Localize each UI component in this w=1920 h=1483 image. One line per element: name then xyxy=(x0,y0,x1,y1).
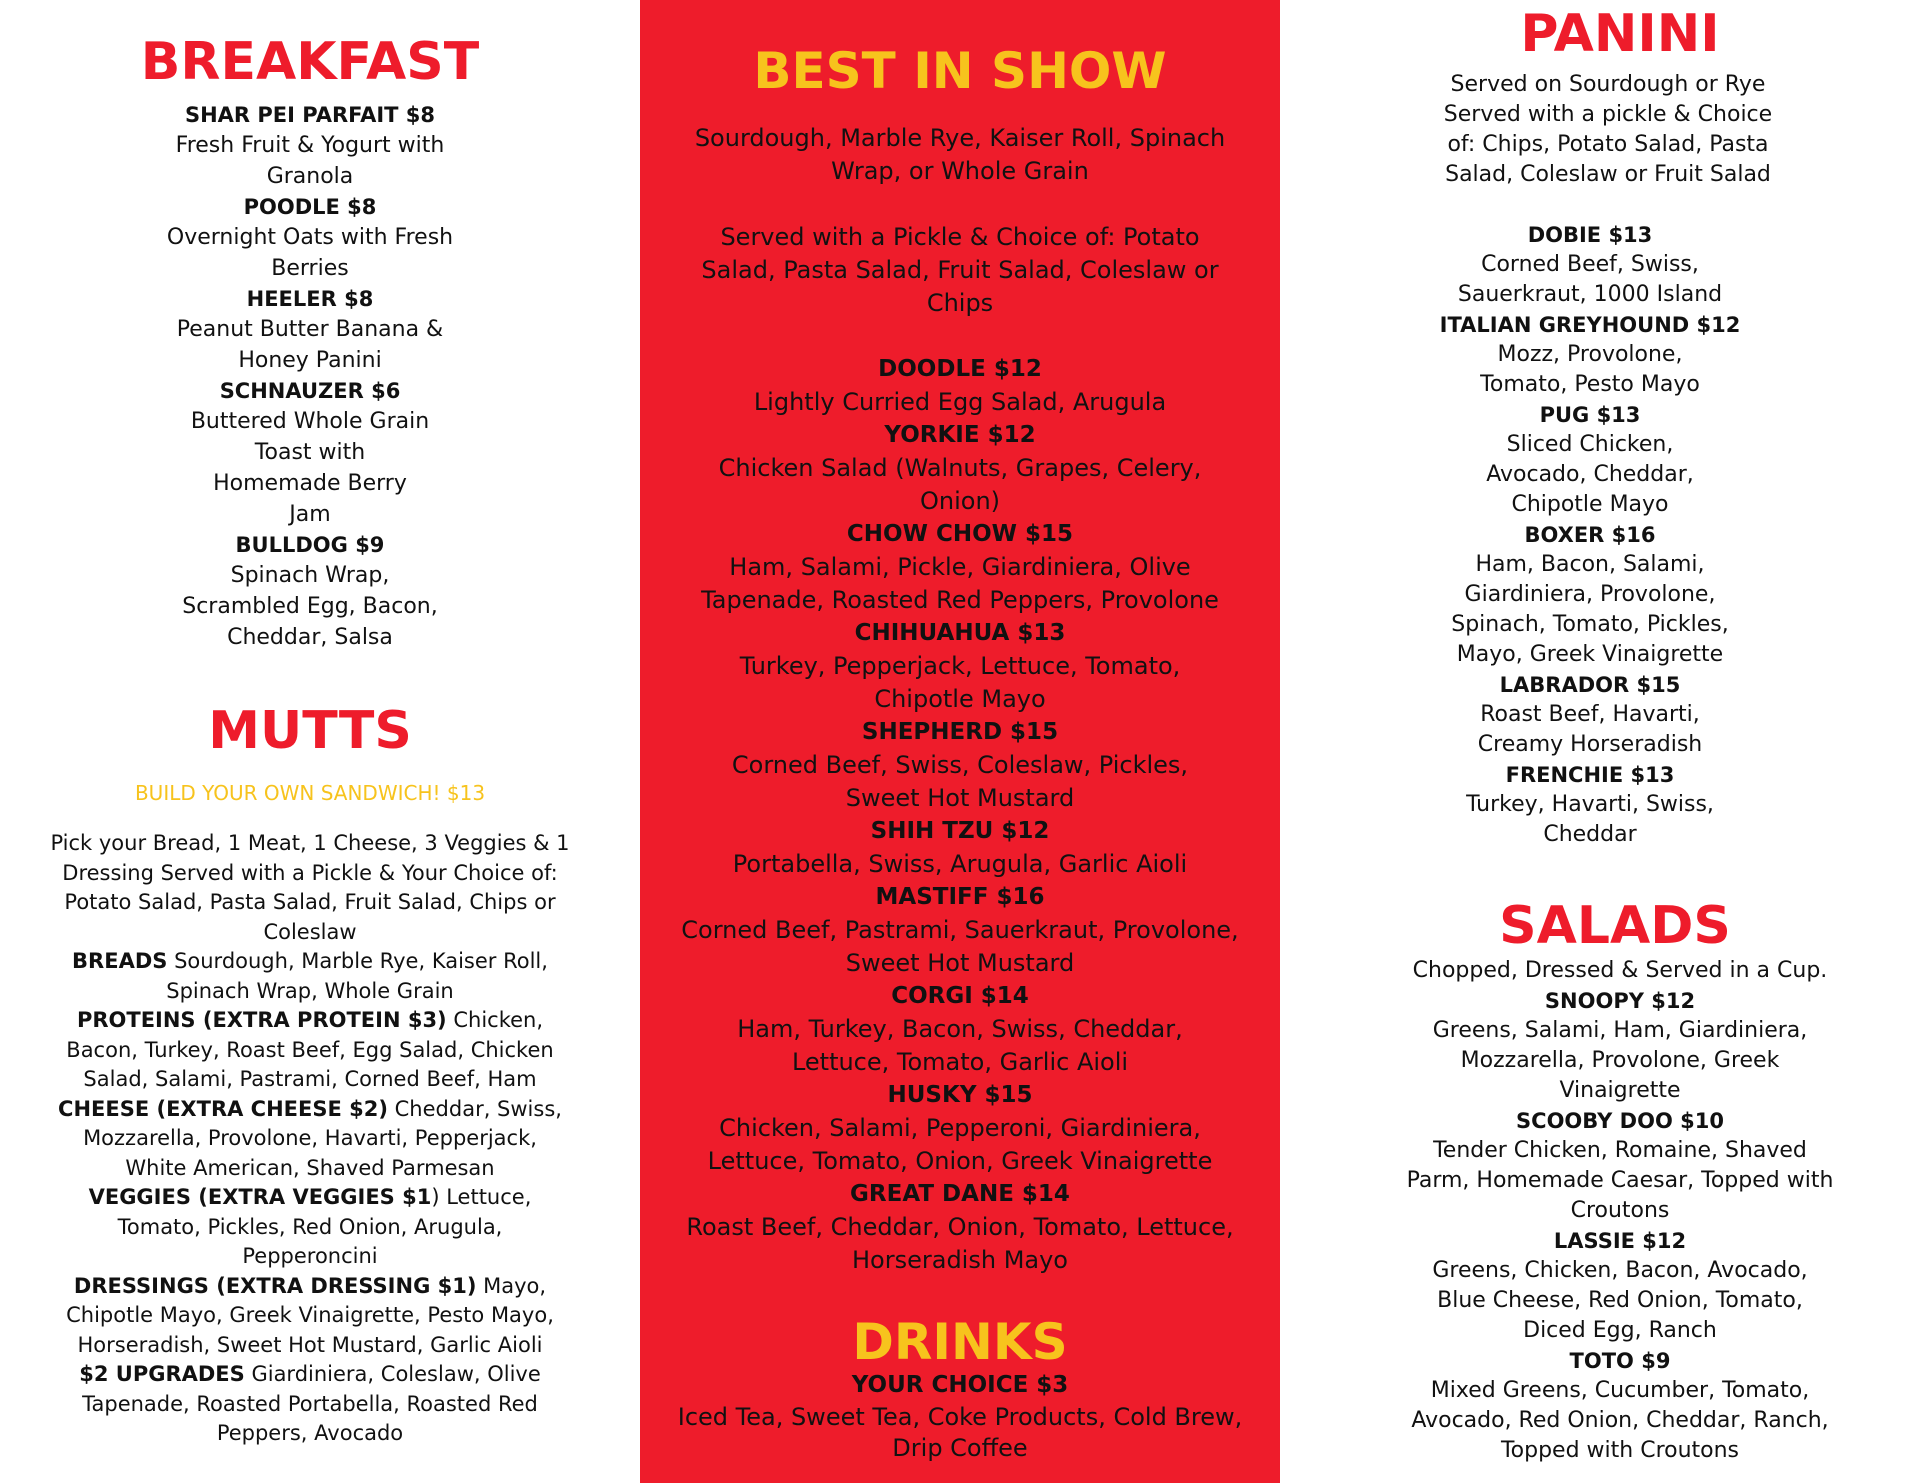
item-description: Spinach Wrap, Scrambled Egg, Bacon, Cheddar, Salsa xyxy=(182,563,438,650)
sandwich-item xyxy=(680,881,1240,980)
bread-options: Sourdough, Marble Rye, Kaiser Roll, Spinach Wrap, or Whole Grain xyxy=(694,124,1226,185)
salads-list xyxy=(1400,956,1840,1466)
item-description: Overnight Oats with Fresh Berries xyxy=(166,225,454,281)
salads-intro: Chopped, Dressed & Served in a Cup. xyxy=(1412,958,1828,983)
salad-item xyxy=(1400,1346,1840,1466)
breakfast-heading: BREAKFAST xyxy=(140,32,480,92)
item-name: ITALIAN GREYHOUND $12 xyxy=(1439,313,1741,337)
group-text: Giardiniera, Coleslaw, Olive Tapenade, Roasted Portabella, Roasted Red Peppers, Avocado xyxy=(82,1362,541,1445)
item-description: Ham, Bacon, Salami, Giardiniera, Provolone, Spinach, Tomato, Pickles, Mayo, Greek Vinaigrette xyxy=(1451,552,1729,667)
item-description: Greens, Chicken, Bacon, Avocado, Blue Cheese, Red Onion, Tomato, Diced Egg, Ranch xyxy=(1432,1258,1808,1343)
breakfast-item xyxy=(160,376,460,530)
item-name: SCOOBY DOO $10 xyxy=(1516,1109,1724,1133)
item-name: CHOW CHOW $15 xyxy=(846,521,1074,547)
item-name: YORKIE $12 xyxy=(884,422,1036,448)
mutts-group xyxy=(50,1183,570,1272)
item-name: BULLDOG $9 xyxy=(235,533,385,557)
item-name: HUSKY $15 xyxy=(887,1082,1033,1108)
sandwich-item xyxy=(680,815,1240,881)
group-label: PROTEINS (EXTRA PROTEIN $3) xyxy=(76,1008,447,1032)
item-description: Roast Beef, Havarti, Creamy Horseradish xyxy=(1477,702,1703,757)
item-name: LABRADOR $15 xyxy=(1499,673,1681,697)
item-name: SHAR PEI PARFAIT $8 xyxy=(184,103,436,127)
item-description: Turkey, Pepperjack, Lettuce, Tomato, Chipotle Mayo xyxy=(739,652,1181,713)
breakfast-item xyxy=(160,192,460,284)
drinks-price: YOUR CHOICE $3 xyxy=(851,1372,1069,1398)
item-description: Greens, Salami, Ham, Giardiniera, Mozzarella, Provolone, Greek Vinaigrette xyxy=(1432,1018,1808,1103)
panini-item xyxy=(1420,760,1760,850)
item-description: Fresh Fruit & Yogurt with Granola xyxy=(175,133,445,189)
item-description: Lightly Curried Egg Salad, Arugula xyxy=(753,388,1167,416)
item-name: DOBIE $13 xyxy=(1527,223,1653,247)
panini-item xyxy=(1420,310,1760,400)
breakfast-item xyxy=(160,284,460,376)
item-description: Corned Beef, Pastrami, Sauerkraut, Provolone, Sweet Hot Mustard xyxy=(681,916,1239,977)
drinks-heading: DRINKS xyxy=(852,1313,1068,1371)
item-name: CHIHUAHUA $13 xyxy=(854,620,1066,646)
salad-item xyxy=(1400,986,1840,1106)
group-label: VEGGIES (EXTRA VEGGIES $1 xyxy=(88,1185,432,1209)
mutts-heading: MUTTS xyxy=(208,701,412,761)
item-name: CORGI $14 xyxy=(891,983,1029,1009)
sandwich-item xyxy=(680,353,1240,419)
item-description: Roast Beef, Cheddar, Onion, Tomato, Lettuce, Horseradish Mayo xyxy=(686,1213,1234,1274)
item-name: SNOOPY $12 xyxy=(1544,989,1696,1013)
item-description: Chicken Salad (Walnuts, Grapes, Celery, Onion) xyxy=(718,454,1202,515)
item-name: LASSIE $12 xyxy=(1553,1229,1687,1253)
mutts-group xyxy=(50,1360,570,1449)
panini-item xyxy=(1420,670,1760,760)
item-name: SCHNAUZER $6 xyxy=(219,379,401,403)
item-description: Peanut Butter Banana & Honey Panini xyxy=(176,317,444,373)
item-name: TOTO $9 xyxy=(1569,1349,1671,1373)
breakfast-item xyxy=(160,100,460,192)
item-name: BOXER $16 xyxy=(1524,523,1656,547)
item-name: MASTIFF $16 xyxy=(875,884,1045,910)
item-name: HEELER $8 xyxy=(246,287,374,311)
item-description: Chicken, Salami, Pepperoni, Giardiniera, Lettuce, Tomato, Onion, Greek Vinaigrette xyxy=(707,1114,1213,1175)
mutts-group xyxy=(50,947,570,1006)
breakfast-item xyxy=(160,530,460,653)
best-in-show-list xyxy=(680,353,1240,1277)
panini-heading: PANINI xyxy=(1520,4,1720,64)
group-text: ) Lettuce, Tomato, Pickles, Red Onion, Arugula, Pepperoncini xyxy=(117,1185,532,1268)
salad-item xyxy=(1400,1226,1840,1346)
item-description: Mixed Greens, Cucumber, Tomato, Avocado, Red Onion, Cheddar, Ranch, Topped with Croutons xyxy=(1411,1378,1829,1463)
item-description: Mozz, Provolone, Tomato, Pesto Mayo xyxy=(1480,342,1700,397)
sandwich-item xyxy=(680,419,1240,518)
item-name: DOODLE $12 xyxy=(878,356,1042,382)
sandwich-item xyxy=(680,617,1240,716)
mutts-group xyxy=(50,1095,570,1184)
item-description: Ham, Salami, Pickle, Giardiniera, Olive Tapenade, Roasted Red Peppers, Provolone xyxy=(701,553,1219,614)
item-description: Ham, Turkey, Bacon, Swiss, Cheddar, Lettuce, Tomato, Garlic Aioli xyxy=(737,1015,1183,1076)
group-label: CHEESE (EXTRA CHEESE $2) xyxy=(58,1096,388,1121)
sandwich-item xyxy=(680,716,1240,815)
item-description: Portabella, Swiss, Arugula, Garlic Aioli xyxy=(732,850,1188,878)
group-label: $2 UPGRADES xyxy=(79,1362,245,1386)
left-column xyxy=(40,0,580,1483)
item-description: Corned Beef, Swiss, Coleslaw, Pickles, Sweet Hot Mustard xyxy=(731,751,1189,812)
group-text: Sourdough, Marble Rye, Kaiser Roll, Spinach Wrap, Whole Grain xyxy=(166,949,548,1003)
salads-heading: SALADS xyxy=(1499,896,1731,956)
salad-item xyxy=(1400,1106,1840,1226)
group-label: DRESSINGS (EXTRA DRESSING $1) xyxy=(73,1273,477,1298)
item-name: FRENCHIE $13 xyxy=(1505,763,1675,787)
mutts-subtitle: BUILD YOUR OWN SANDWICH! $13 xyxy=(134,781,486,805)
group-text: Cheddar, Swiss, Mozzarella, Provolone, Havarti, Pepperjack, White American, Shaved Parmesan xyxy=(83,1096,562,1180)
served-with: Served with a Pickle & Choice of: Potato Salad, Pasta Salad, Fruit Salad, Coleslaw or Chips xyxy=(701,223,1219,317)
mutts-groups xyxy=(50,947,570,1449)
sandwich-item xyxy=(680,1079,1240,1178)
item-description: Corned Beef, Swiss, Sauerkraut, 1000 Island xyxy=(1457,252,1723,307)
right-column xyxy=(1380,0,1880,1483)
item-name: SHIH TZU $12 xyxy=(870,818,1050,844)
sandwich-item xyxy=(680,980,1240,1079)
panini-item xyxy=(1420,520,1760,670)
panini-item xyxy=(1420,400,1760,520)
panini-item xyxy=(1420,220,1760,310)
panini-intro: Served on Sourdough or Rye Served with a pickle & Choice of: Chips, Potato Salad, Pasta Salad, Coleslaw or Fruit Salad xyxy=(1443,72,1773,187)
best-in-show-heading: BEST IN SHOW xyxy=(753,42,1167,100)
sandwich-item xyxy=(680,518,1240,617)
item-description: Turkey, Havarti, Swiss, Cheddar xyxy=(1466,792,1714,847)
group-text: Mayo, Chipotle Mayo, Greek Vinaigrette, Pesto Mayo, Horseradish, Sweet Hot Mustard, Garlic Aioli xyxy=(66,1273,554,1357)
group-text: Chicken, Bacon, Turkey, Roast Beef, Egg Salad, Chicken Salad, Salami, Pastrami, Corned Beef, Ham xyxy=(66,1008,554,1091)
mutts-group xyxy=(50,1006,570,1095)
item-name: POODLE $8 xyxy=(243,195,377,219)
item-description: Sliced Chicken, Avocado, Cheddar, Chipotle Mayo xyxy=(1486,432,1694,517)
panini-list xyxy=(1420,220,1760,850)
item-name: SHEPHERD $15 xyxy=(861,719,1059,745)
item-description: Tender Chicken, Romaine, Shaved Parm, Homemade Caesar, Topped with Croutons xyxy=(1406,1138,1834,1223)
mutts-group xyxy=(50,1272,570,1361)
sandwich-item xyxy=(680,1178,1240,1277)
mutts-intro: Pick your Bread, 1 Meat, 1 Cheese, 3 Veggies & 1 Dressing Served with a Pickle & Your Choice of: Potato Salad, Pasta Salad, Fruit Salad, Chips or Coleslaw xyxy=(50,831,570,944)
group-label: BREADS xyxy=(72,949,168,973)
drinks-list: Iced Tea, Sweet Tea, Coke Products, Cold Brew, Drip Coffee xyxy=(677,1403,1243,1462)
item-description: Buttered Whole Grain Toast with Homemade Berry Jam xyxy=(190,409,430,527)
breakfast-list xyxy=(160,100,460,653)
center-column xyxy=(640,0,1280,1483)
item-name: GREAT DANE $14 xyxy=(850,1181,1070,1207)
item-name: PUG $13 xyxy=(1539,403,1641,427)
